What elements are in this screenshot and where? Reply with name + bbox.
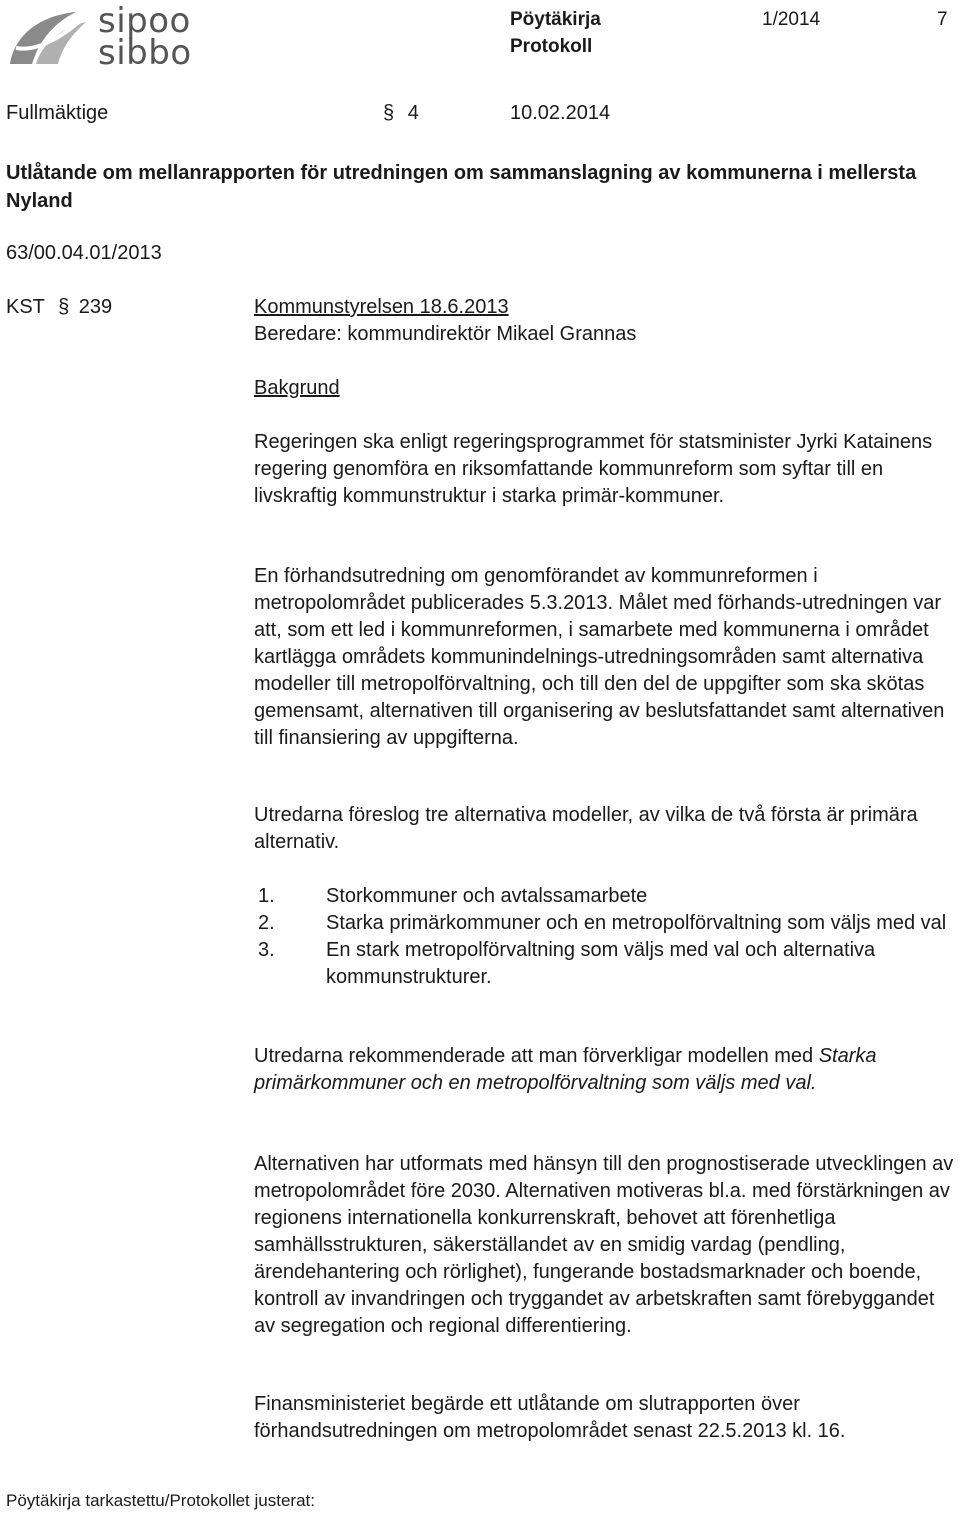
document-title: Utlåtande om mellanrapporten för utredningen om sammanslagning av kommunerna i mellersta Nyland	[6, 162, 917, 212]
list-item	[254, 910, 954, 937]
logo-word-sibbo: sibbo	[98, 33, 192, 73]
kst-label: KST	[6, 296, 45, 318]
kst-number: 239	[78, 296, 113, 318]
list-item-number: 3.	[258, 939, 275, 961]
page-number: 7	[937, 9, 948, 30]
kst-preparer: Beredare: kommundirektör Mikael Grannas	[254, 323, 637, 345]
paragraph-5: Alternativen har utformats med hänsyn till den prognostiserade utvecklingen av metropolområdet före 2030. Alternativen motiveras bl.a. med förstärkningen av regionens internationella konkurrenskraft, behovet att förenhetliga samhällsstrukturen, säkerställandet av en smidig vardag (pendling, ärendehantering och rörlighet), fungerande bostadsmarknader och boende, kontroll av invandringen och tryggandet av arbetskraften samt förebyggandet av segregation och regional differentiering.	[254, 1153, 954, 1337]
paragraph-4-emphasis: Starka primärkommuner och en metropolförvaltning som väljs med val.	[254, 1045, 877, 1094]
alternatives-list	[254, 883, 954, 991]
section-symbol: §	[383, 102, 395, 124]
background-heading: Bakgrund	[254, 377, 340, 399]
paragraph-4-text: Utredarna rekommenderade att man förverkligar modellen med	[254, 1045, 814, 1067]
meeting-date: 10.02.2014	[510, 102, 611, 124]
footer-signature-line: Pöytäkirja tarkastettu/Protokollet justerat:	[6, 1491, 315, 1510]
logo-word-sipoo: sipoo	[98, 1, 191, 41]
sipoo-logo-mark-icon	[6, 8, 90, 68]
section-reference	[383, 100, 419, 127]
list-item	[254, 937, 954, 991]
paragraph-6: Finansministeriet begärde ett utlåtande om slutrapporten över förhandsutredningen om metropolområdet senast 22.5.2013 kl. 16.	[254, 1393, 846, 1442]
list-item-text: Starka primärkommuner och en metropolförvaltning som väljs med val	[326, 912, 947, 934]
document-type-sv: Protokoll	[510, 36, 593, 57]
diary-number: 63/00.04.01/2013	[6, 242, 162, 264]
list-item-text: En stark metropolförvaltning som väljs med val och alternativa kommunstrukturer.	[326, 939, 876, 988]
kst-reference	[6, 294, 112, 321]
list-item	[254, 883, 954, 910]
meeting-body: Fullmäktige	[6, 102, 109, 124]
sipoo-sibbo-logo	[6, 1, 256, 73]
paragraph-3: Utredarna föreslog tre alternativa modeller, av vilka de två första är primära alternativ.	[254, 804, 918, 853]
protocol-number: 1/2014	[762, 9, 821, 30]
kst-meeting: Kommunstyrelsen 18.6.2013	[254, 296, 509, 318]
kst-section-symbol: §	[58, 296, 70, 318]
list-item-text: Storkommuner och avtalssamarbete	[326, 885, 648, 907]
list-item-number: 1.	[258, 885, 275, 907]
section-number: 4	[407, 102, 419, 124]
paragraph-1: Regeringen ska enligt regeringsprogrammet för statsminister Jyrki Katainens regering genomföra en riksomfattande kommunreform som syftar till en livskraftig kommunstruktur i starka primär-kommuner.	[254, 431, 933, 507]
document-type-fi: Pöytäkirja	[510, 9, 601, 30]
paragraph-4	[254, 1043, 954, 1097]
list-item-number: 2.	[258, 912, 275, 934]
kst-meeting-block	[254, 294, 954, 348]
document-type	[510, 6, 601, 60]
paragraph-2: En förhandsutredning om genomförandet av kommunreformen i metropolområdet publicerades 5.3.2013. Målet med förhands-utredningen var att, som ett led i kommunreformen, i samarbete med kommunerna i området kartlägga områdets kommunindelnings-utredningsområden samt alternativa modeller till metropolförvaltning, och till den del de uppgifter som ska skötas gemensamt, alternativen till organisering av beslutsfattandet samt alternativen till finansiering av uppgifterna.	[254, 565, 945, 749]
